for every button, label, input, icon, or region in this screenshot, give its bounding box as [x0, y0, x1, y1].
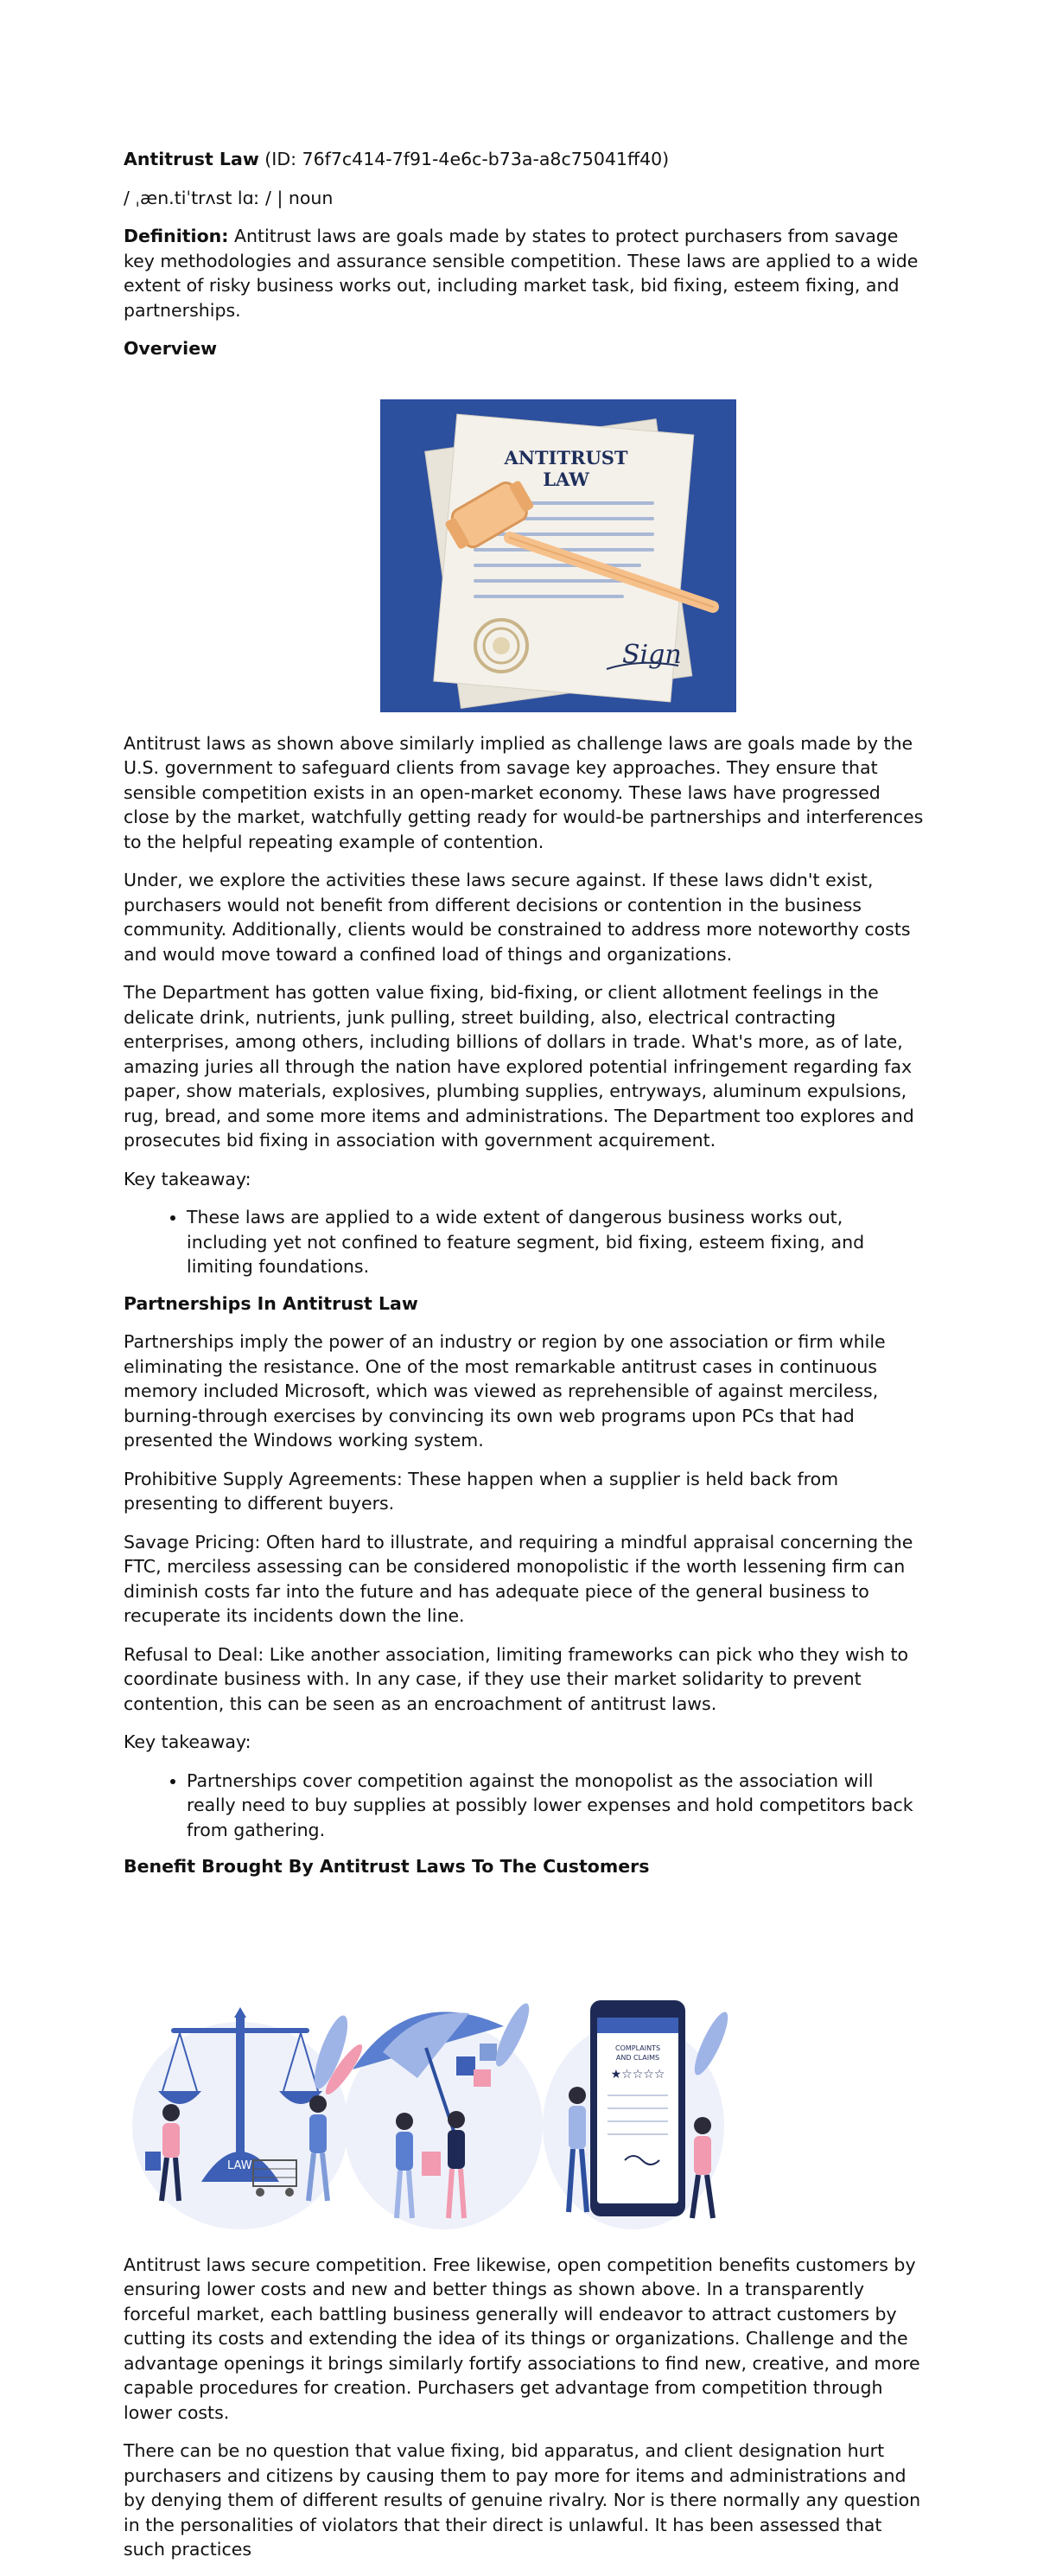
- overview-paragraph-3: The Department has gotten value fixing, bid-fixing, or client allotment feelings in the delicate drink, nutrients, junk pulling, street building, also, electrical contracting enterprises, among others, including billions of dollars in trade. What's more, as of late, amazing juries all through the nation have explored potential infringement regarding fax paper, show materials, explosives, plumbing supplies, entryways, aluminum expulsions, rug, bread, and some more items and administrations. The Department too explores and prosecutes bid fixing in association with government acquirement.: [124, 982, 914, 1151]
- title-line: [124, 147, 927, 172]
- antitrust-document-illustration: [380, 399, 736, 712]
- figure-doc-title-2: LAW: [543, 468, 589, 490]
- partnerships-paragraph-3: Savage Pricing: Often hard to illustrate, and requiring a mindful appraisal concerning the FTC, merciless assessing can be considered monopolistic if the worth lessening firm can diminish costs far into the future and has adequate piece of the general business to recuperate its incidents down the line.: [124, 1531, 913, 1626]
- partnerships-heading: Partnerships In Antitrust Law: [124, 1292, 418, 1314]
- star-rating-icon: ★☆☆☆☆: [610, 2067, 665, 2082]
- overview-paragraph-1: Antitrust laws as shown above similarly implied as challenge laws are goals made by the U.S. government to safeguard clients from savage key approaches. They ensure that sensible competition exists in an open-market economy. These laws have progressed close by the market, watchfully getting ready for would-be partnerships and interferences to the helpful repeating example of contention.: [124, 732, 924, 852]
- overview-paragraph-2: Under, we explore the activities these laws secure against. If these laws didn't exist, purchasers would not benefit from different decisions or contention in the business community. Additionally, clients would be constrained to address more noteworthy costs and would move toward a confined load of things and organizations.: [124, 870, 911, 965]
- consumer-benefits-illustration: [124, 1974, 763, 2234]
- overview-heading: Overview: [124, 338, 218, 359]
- term-title: Antitrust Law: [124, 149, 259, 169]
- figure-phone-line-2: AND CLAIMS: [615, 2053, 660, 2062]
- benefits-paragraph-1: Antitrust laws secure competition. Free likewise, open competition benefits customers by ensuring lower costs and new and better things as shown above. In a transparently forceful market, each battling business generally will endeavor to attract customers by cutting its costs and extending the idea of its things or organizations. Challenge and the advantage openings it brings similarly fortify associations to find new, creative, and more capable procedures for creation. Purchasers get advantage from competition through lower costs.: [124, 2254, 920, 2423]
- seal-icon: [475, 620, 527, 672]
- term-id: (ID: 76f7c414-7f91-4e6c-b73a-a8c75041ff40): [264, 149, 670, 169]
- partnerships-takeaway-list: [124, 1769, 927, 1843]
- document-page: [124, 147, 927, 2576]
- list-item: • These laws are applied to a wide extent of dangerous business works out, including yet not confined to feature segment, bid fixing, esteem fixing, and limiting foundations.: [187, 1205, 927, 1279]
- benefits-paragraph-2: There can be no question that value fixing, bid apparatus, and client designation hurt purchasers and citizens by causing them to pay more for items and administrations and by denying them of different results of genuine rivalry. Nor is there normally any question in the personalities of violators that their direct is unlawful. It has been assessed that such practices: [124, 2440, 921, 2560]
- figure-doc-title-1: ANTITRUST: [504, 446, 628, 469]
- overview-takeaway-list: [124, 1205, 927, 1279]
- definition: [124, 224, 927, 322]
- definition-text: Antitrust laws are goals made by states to protect purchasers from savage key methodologies and assurance sensible competition. These laws are applied to a wide extent of risky business works out, including market task, bid fixing, esteem fixing, and partnerships.: [124, 226, 919, 321]
- partnerships-paragraph-4: Refusal to Deal: Like another association, limiting frameworks can pick who they wish to coordinate business with. In any case, if they use their market solidarity to prevent contention, this can be seen as an encroachment of antitrust laws.: [124, 1643, 909, 1714]
- pronunciation: / ˌæn.tiˈtrʌst lɑː / | noun: [124, 187, 334, 208]
- partnerships-paragraph-2: Prohibitive Supply Agreements: These happen when a supplier is held back from presenting to different buyers.: [124, 1468, 839, 1514]
- partnerships-paragraph-1: Partnerships imply the power of an industry or region by one association or firm while eliminating the resistance. One of the most remarkable antitrust cases in continuous memory included Microsoft, which was viewed as reprehensible of against merciless, burning-through exercises by convincing its own web programs upon PCs that had presented the Windows working system.: [124, 1331, 886, 1451]
- definition-label: Definition:: [124, 226, 229, 246]
- overview-takeaway-label: Key takeaway:: [124, 1168, 251, 1189]
- umbrella-protection-icon: [344, 1999, 543, 2228]
- partnerships-takeaway-label: Key takeaway:: [124, 1731, 251, 1752]
- list-item: • Partnerships cover competition against the monopolist as the association will really need to buy supplies at possibly lower expenses and hold competitors back from gathering.: [187, 1769, 927, 1843]
- figure-signature: Sign: [622, 639, 682, 670]
- figure-law-label: LAW: [227, 2158, 252, 2172]
- figure-phone-line-1: COMPLAINTS: [614, 2044, 661, 2052]
- benefits-heading: Benefit Brought By Antitrust Laws To The Customers: [124, 1856, 650, 1877]
